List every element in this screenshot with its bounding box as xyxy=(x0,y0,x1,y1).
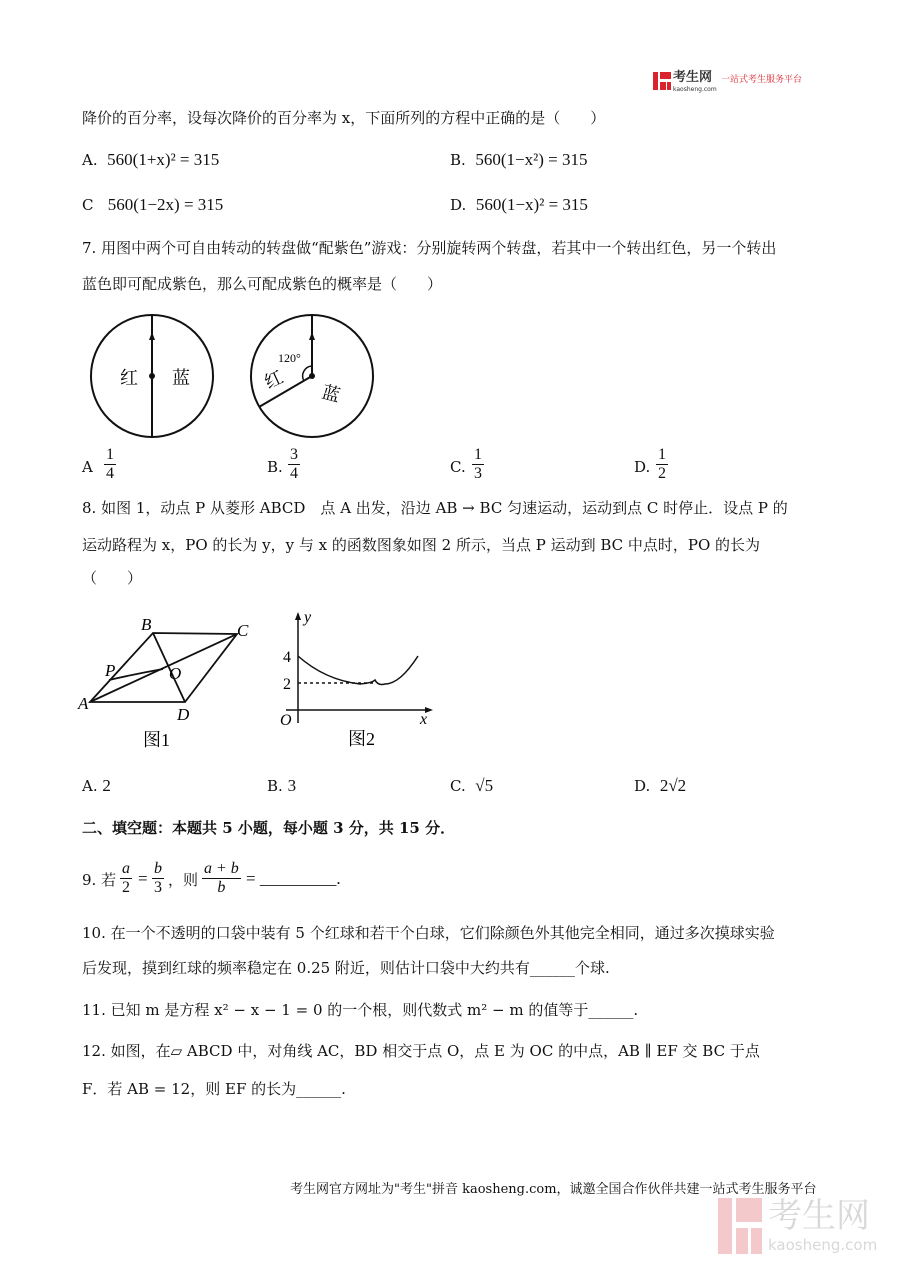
spinner1-red-label: 红 xyxy=(120,368,138,388)
q11-line: 11. 已知 m 是方程 x² − x − 1 = 0 的一个根，则代数式 m² − m 的值等于______. xyxy=(82,1001,639,1019)
svg-text:C: C xyxy=(237,621,249,640)
logo-icon xyxy=(653,72,671,90)
svg-text:2: 2 xyxy=(283,676,291,693)
slogan: 一站式考生服务平台 xyxy=(721,75,803,85)
logo-text: 考生网 xyxy=(673,70,713,85)
watermark-logo xyxy=(718,1196,878,1258)
section-heading: 二、填空题：本题共 5 小题，每小题 3 分，共 15 分． xyxy=(82,819,456,837)
svg-text:O: O xyxy=(280,712,292,729)
logo-sub: kaosheng.com xyxy=(673,86,717,93)
svg-text:y: y xyxy=(304,609,312,626)
q12-line1: 12. 如图，在▱ ABCD 中，对角线 AC，BD 相交于点 O，点 E 为 OC 的中点，AB ∥ EF 交 BC 于点 xyxy=(82,1042,760,1060)
q9-mid: ，则 xyxy=(168,871,199,889)
spinner-figures xyxy=(88,312,408,442)
spinner2-blue-label: 蓝 xyxy=(319,381,343,406)
q7-option-c-fraction: $\frac{1}{3}$ xyxy=(474,446,482,482)
q9-fraction-b3: $\frac{b}{3}$ xyxy=(154,860,162,896)
watermark-sub: kaosheng.com xyxy=(768,1236,878,1254)
q9-fraction-ab-b: $\frac{a + b}{b}$ xyxy=(204,860,239,896)
q9-prefix: 9. 若 xyxy=(82,871,117,889)
q9-equals: = xyxy=(138,869,148,888)
q6-stem: 降价的百分率，设每次降价的百分率为 x，下面所列的方程中正确的是（ ） xyxy=(82,109,606,127)
q8-line1: 8. 如图 1，动点 P 从菱形 ABCD 点 A 出发，沿边 AB → BC 匀速运动，运动到点 C 时停止．设点 P 的 xyxy=(82,499,788,517)
q8-line3: （ ） xyxy=(82,569,143,587)
q7-option-c-label: C. xyxy=(450,458,466,476)
spinner-2 xyxy=(251,315,373,437)
svg-text:x: x xyxy=(420,711,428,728)
spinner2-red-label: 红 xyxy=(261,366,287,393)
q6-option-d: D. 560(1−x)² = 315 xyxy=(450,195,588,214)
q8-line2: 运动路程为 x，PO 的长为 y，y 与 x 的函数图象如图 2 所示，当点 P 运动到 BC 中点时，PO 的长为 xyxy=(82,536,761,554)
svg-text:O: O xyxy=(169,664,182,683)
q7-option-b-label: B. xyxy=(267,458,283,476)
q8-option-a: A. 2 xyxy=(82,776,111,795)
figure-2-caption: 图2 xyxy=(348,729,375,749)
q10-line2: 后发现，摸到红球的频率稳定在 0.25 附近，则估计口袋中大约共有______个球. xyxy=(82,959,610,977)
spinner-1 xyxy=(91,315,213,437)
q7-line1: 7. 用图中两个可自由转动的转盘做“配紫色”游戏：分别旋转两个转盘，若其中一个转出红色，另一个转出 xyxy=(82,239,777,257)
svg-text:B: B xyxy=(141,615,152,634)
svg-text:4: 4 xyxy=(283,649,291,666)
q6-option-a: A. 560(1+x)² = 315 xyxy=(82,150,220,169)
svg-text:D: D xyxy=(177,705,190,724)
q8-option-b: B. 3 xyxy=(267,776,297,795)
q8-option-c: C. √5 xyxy=(450,776,494,795)
figure-1-rhombus xyxy=(75,610,265,760)
q6-option-c: C 560(1−2x) = 315 xyxy=(82,195,224,214)
q10-line1: 10. 在一个不透明的口袋中装有 5 个红球和若干个白球，它们除颜色外其他完全相同，通过多次摸球实验 xyxy=(82,924,775,942)
footer-text: 考生网官方网址为"考生"拼音 kaosheng.com，诚邀全国合作伙伴共建一站式考生服务平台 xyxy=(290,1182,817,1197)
q7-option-d-label: D. xyxy=(634,458,651,476)
watermark-icon xyxy=(718,1198,762,1254)
figure-2-graph xyxy=(280,608,450,758)
svg-text:P: P xyxy=(105,661,116,680)
q7-option-b-fraction: $\frac{3}{4}$ xyxy=(290,446,298,482)
q6-option-b: B. 560(1−x²) = 315 xyxy=(450,150,588,169)
spinner2-angle-label: 120° xyxy=(278,351,301,365)
figure-1-caption: 图1 xyxy=(143,730,170,750)
q7-line2: 蓝色即可配成紫色，那么可配成紫色的概率是（ ） xyxy=(82,275,443,293)
q12-line2: F．若 AB = 12，则 EF 的长为______. xyxy=(82,1080,346,1098)
q7-option-a-label: A xyxy=(82,458,93,476)
q7-option-a-fraction: $\frac{1}{4}$ xyxy=(106,446,114,482)
q9-fraction-a2: $\frac{a}{2}$ xyxy=(122,860,130,896)
watermark-text: 考生网 xyxy=(768,1196,870,1236)
spinner1-blue-label: 蓝 xyxy=(172,368,190,388)
q8-option-d: D. 2√2 xyxy=(634,776,687,795)
q9-answer-blank: = _________. xyxy=(246,869,341,888)
q7-option-d-fraction: $\frac{1}{2}$ xyxy=(658,446,666,482)
svg-text:A: A xyxy=(78,694,89,713)
